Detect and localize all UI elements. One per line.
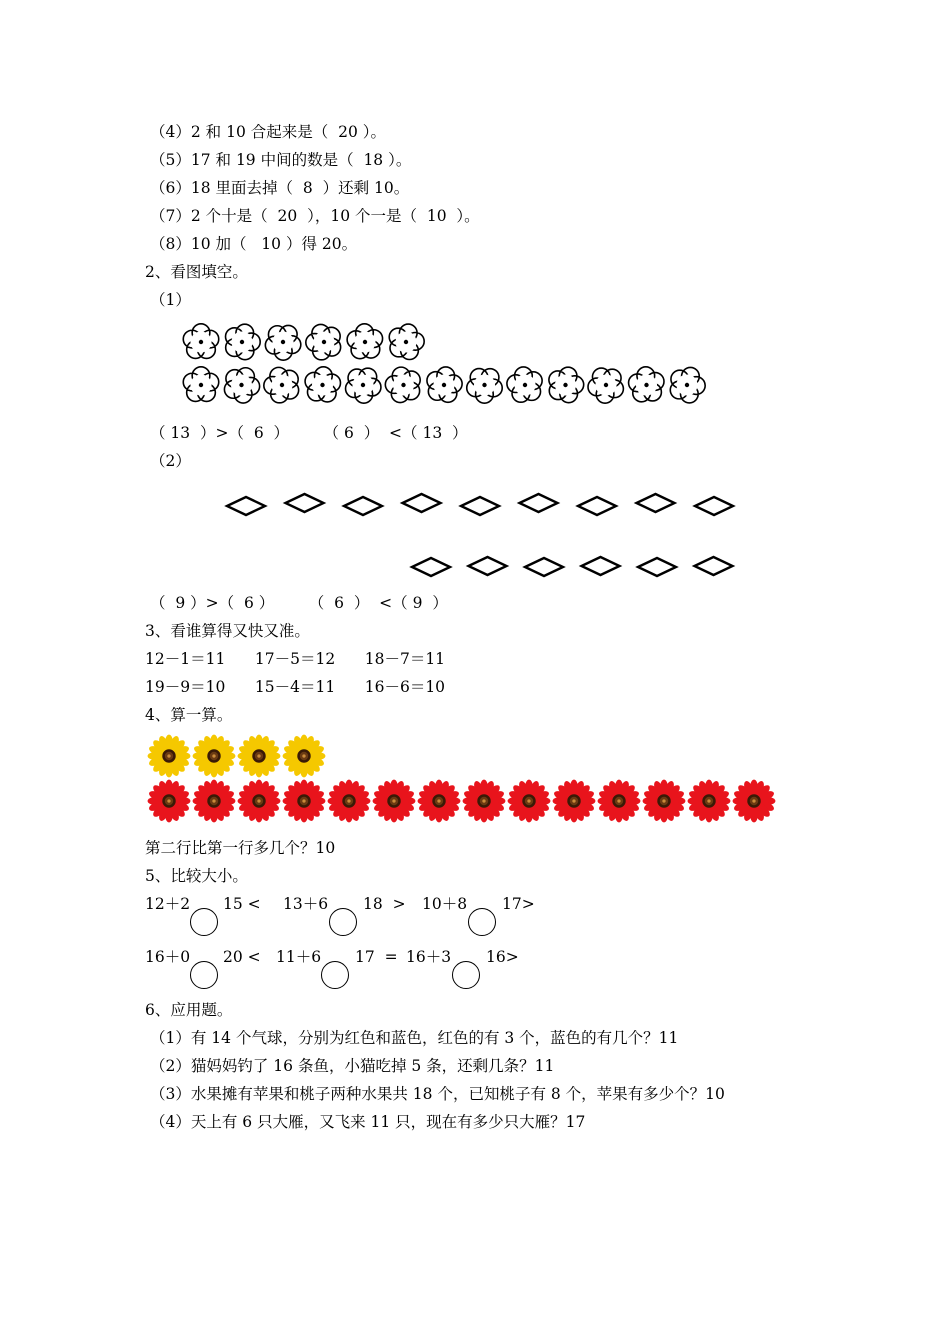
answer-circle[interactable] <box>190 908 218 936</box>
fill-item-5: （5）17 和 19 中间的数是（ 18 ）。 <box>150 151 412 169</box>
compare-right: 16> <box>486 948 519 966</box>
outline-flower-icon <box>427 367 462 402</box>
compare-right: 17 = <box>355 948 398 966</box>
diamond-shape <box>695 497 733 515</box>
fill-item-6: （6）18 里面去掉（ 8 ）还剩 10。 <box>150 179 410 197</box>
diamond-shape <box>344 497 382 515</box>
outline-flower-icon <box>629 367 664 402</box>
daisy-icon <box>193 780 236 823</box>
sec2-part2-label: （2） <box>150 452 191 470</box>
word-problem-3: （3）水果摊有苹果和桃子两种水果共 18 个，已知桃子有 8 个，苹果有多少个？10 <box>150 1085 725 1103</box>
section-2-title: 2、看图填空。 <box>145 263 248 281</box>
outline-flower-icon <box>183 324 218 359</box>
section-6-title: 6、应用题。 <box>145 1001 233 1019</box>
section-4-title: 4、算一算。 <box>145 706 233 724</box>
calc-row-1: 12－1＝11 17－5＝12 18－7＝11 <box>145 650 446 668</box>
daisy-icon <box>238 735 281 778</box>
answer-circle[interactable] <box>468 908 496 936</box>
diamond-shape <box>520 494 558 512</box>
daisy-icon <box>283 735 326 778</box>
diamond-shape <box>525 558 563 576</box>
daisy-icon <box>598 780 641 823</box>
diamond-shape <box>578 497 616 515</box>
answer-circle[interactable] <box>190 961 218 989</box>
outline-flower-icon <box>183 367 218 402</box>
compare-left: 10＋8 <box>422 895 468 913</box>
daisy-icon <box>688 780 731 823</box>
diamond-shape <box>638 558 676 576</box>
answer-circle[interactable] <box>329 908 357 936</box>
outline-flower-icon <box>265 325 300 360</box>
sec4-question: 第二行比第一行多几个？10 <box>145 839 336 857</box>
diamond-shape <box>286 494 324 512</box>
outline-flower-icon <box>507 367 542 402</box>
daisy-icon <box>238 780 281 823</box>
outline-flower-icon <box>306 324 341 359</box>
daisy-icon <box>508 780 551 823</box>
daisy-icon <box>193 735 236 778</box>
outline-flower-icon <box>305 367 340 402</box>
compare-left: 16＋3 <box>406 948 452 966</box>
daisy-icon <box>733 780 776 823</box>
daisy-icon <box>553 780 596 823</box>
word-problem-1: （1）有 14 个气球，分别为红色和蓝色，红色的有 3 个，蓝色的有几个？11 <box>150 1029 679 1047</box>
sec2-part2-answer: （ 9 ）>（ 6 ） （ 6 ） <（ 9 ） <box>150 594 448 612</box>
compare-right: 15 < <box>223 895 261 913</box>
outline-flower-icon <box>670 367 705 402</box>
answer-circle[interactable] <box>452 961 480 989</box>
daisy-icon <box>418 780 461 823</box>
outline-flower-icon <box>385 367 420 402</box>
daisy-icon <box>643 780 686 823</box>
word-problem-2: （2）猫妈妈钓了 16 条鱼，小猫吃掉 5 条，还剩几条？11 <box>150 1057 555 1075</box>
daisy-icon <box>373 780 416 823</box>
outline-flower-icon <box>389 324 424 359</box>
compare-right: 18 > <box>363 895 406 913</box>
section-5-title: 5、比较大小。 <box>145 867 248 885</box>
diamond-shape <box>469 557 507 575</box>
compare-right: 20 < <box>223 948 261 966</box>
diamond-shape <box>412 558 450 576</box>
daisy-icon <box>148 735 191 778</box>
section-3-title: 3、看谁算得又快又准。 <box>145 622 310 640</box>
outline-flower-icon <box>264 367 299 402</box>
daisy-icon <box>283 780 326 823</box>
sec2-part1-answer: （ 13 ）>（ 6 ） （ 6 ） <（ 13 ） <box>150 424 468 442</box>
outline-flower-icon <box>346 368 381 403</box>
diamond-shape <box>637 494 675 512</box>
sec2-part1-label: （1） <box>150 291 191 309</box>
outline-flower-icon <box>467 369 502 404</box>
diamond-shape <box>582 557 620 575</box>
compare-right: 17> <box>502 895 535 913</box>
diamond-shape <box>461 497 499 515</box>
diamond-shape <box>227 497 265 515</box>
outline-flower-icon <box>588 368 623 403</box>
daisy-icon <box>463 780 506 823</box>
fill-item-7: （7）2 个十是（ 20 ），10 个一是（ 10 ）。 <box>150 207 480 225</box>
word-problem-4: （4）天上有 6 只大雁，又飞来 11 只，现在有多少只大雁？17 <box>150 1113 586 1131</box>
outline-flower-icon <box>226 324 261 359</box>
fill-item-8: （8）10 加（ 10 ）得 20。 <box>150 235 358 253</box>
outline-flower-icon <box>347 324 382 359</box>
outline-flower-icon <box>549 367 584 402</box>
compare-left: 12＋2 <box>145 895 191 913</box>
calc-row-2: 19－9＝10 15－4＝11 16－6＝10 <box>145 678 446 696</box>
compare-left: 11＋6 <box>276 948 322 966</box>
diamond-shape <box>695 557 733 575</box>
compare-left: 16＋0 <box>145 948 191 966</box>
answer-circle[interactable] <box>321 961 349 989</box>
outline-flower-icon <box>224 368 259 403</box>
compare-left: 13＋6 <box>283 895 329 913</box>
daisy-icon <box>328 780 371 823</box>
diamond-shape <box>403 494 441 512</box>
daisy-icon <box>148 780 191 823</box>
fill-item-4: （4）2 和 10 合起来是（ 20 ）。 <box>150 123 386 141</box>
